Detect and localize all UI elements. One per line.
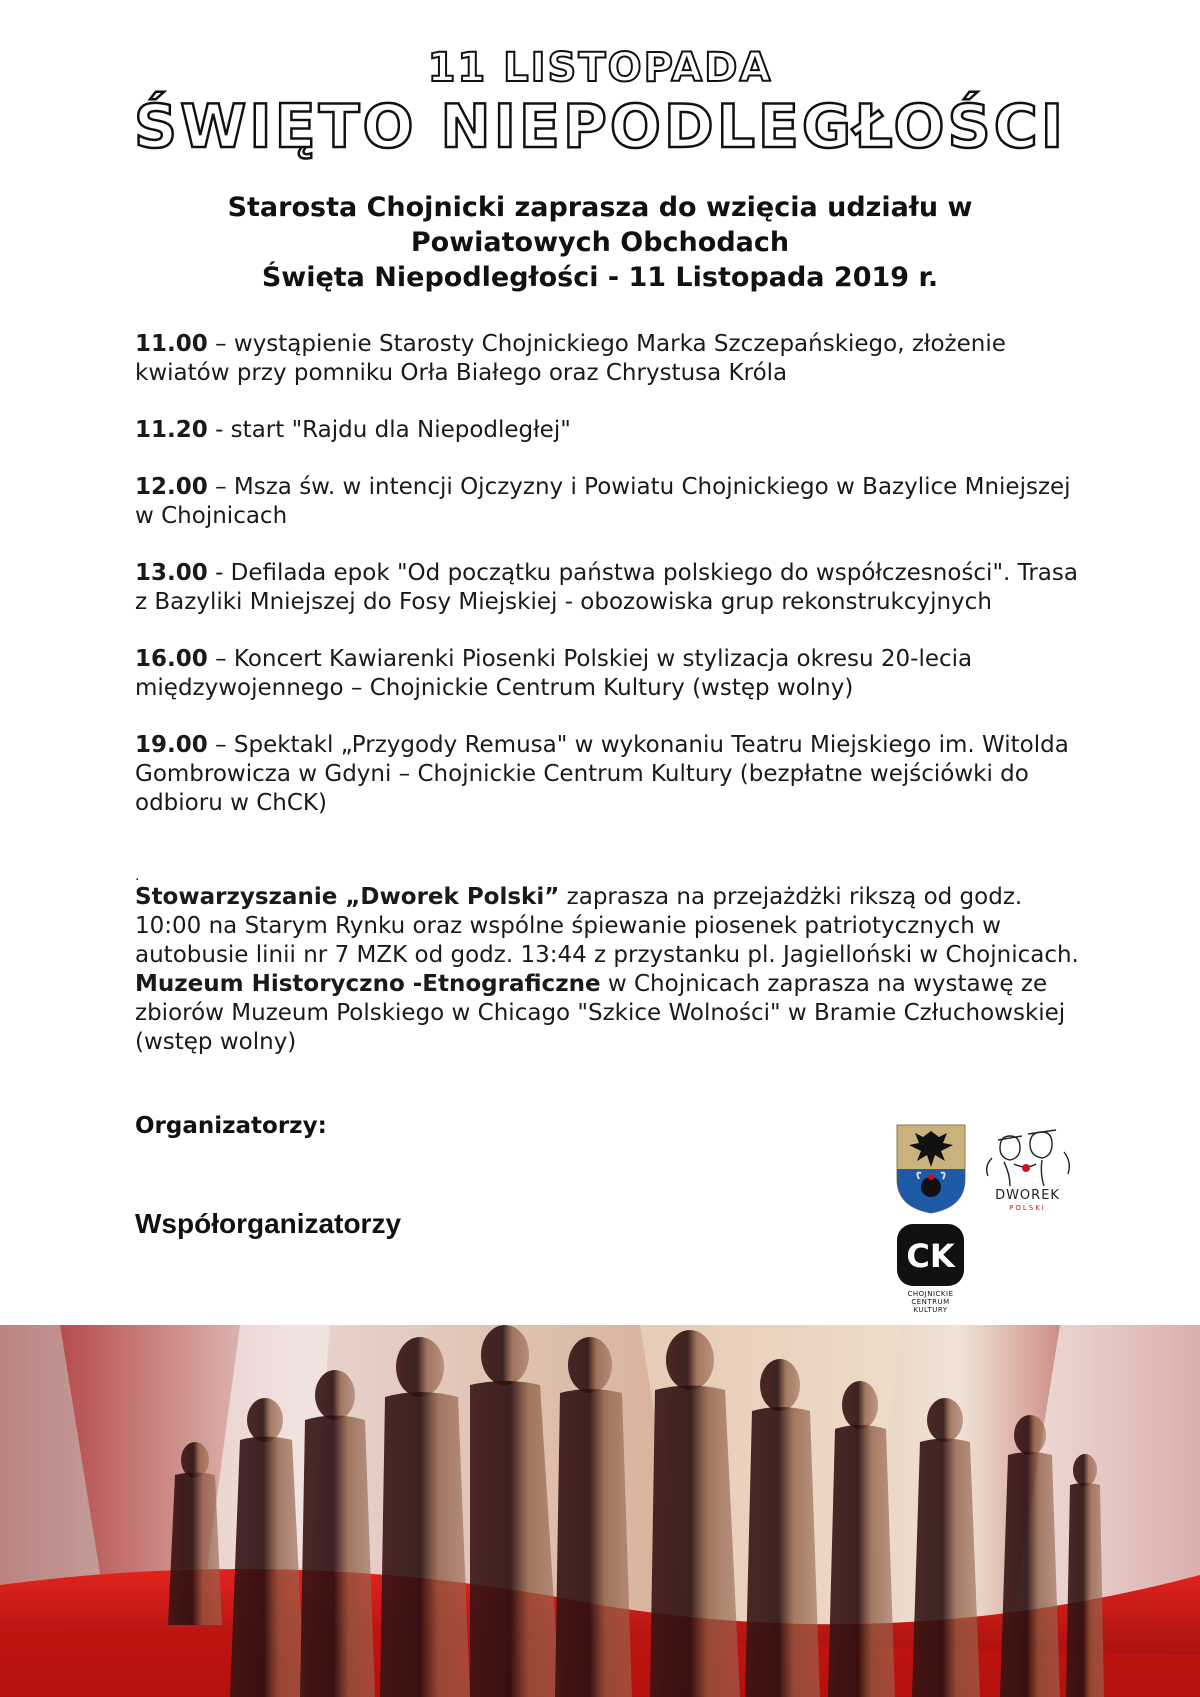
dworek-paragraph (135, 883, 1085, 970)
schedule-item (135, 559, 1085, 617)
schedule-time: 13.00 (135, 560, 208, 586)
schedule-text: – Spektakl „Przygody Remusa" w wykonaniu Teatru Miejskiego im. Witolda Gombrowicza w Gdyni – Chojnickie Centrum Kultury (bezpłatne wejściówki do odbioru w ChCK) (135, 732, 1069, 816)
schedule-time: 12.00 (135, 474, 208, 500)
organizers-label: Organizatorzy: (135, 1113, 327, 1139)
ck-mark: CK (906, 1237, 955, 1275)
invitation-line-3: Święta Niepodległości - 11 Listopada 2019 r. (261, 262, 939, 293)
header-title: ŚWIĘTO NIEPODLEGŁOŚCI (133, 92, 1067, 162)
dworek-name: Stowarzyszanie „Dworek Polski” (135, 884, 560, 910)
dworek-polski-logo-icon (980, 1118, 1075, 1213)
invitation-line-2: Powiatowych Obchodach (410, 227, 790, 258)
event-schedule (135, 330, 1085, 846)
muzeum-text: w Chojnicach zaprasza na wystawę ze zbiorów Muzeum Polskiego w Chicago "Szkice Wolności" w Bramie Człuchowskiej (wstęp wolny) (135, 971, 1066, 1055)
schedule-item (135, 473, 1085, 531)
coorganizers-label: Współorganizatorzy (135, 1208, 402, 1239)
schedule-time: 16.00 (135, 646, 208, 672)
poster-header (0, 44, 1200, 162)
schedule-item (135, 416, 1085, 445)
schedule-item (135, 645, 1085, 703)
schedule-text: - start "Rajdu dla Niepodległej" (207, 417, 571, 443)
header-date: 11 LISTOPADA (427, 45, 773, 91)
ck-line-2: CENTRUM (911, 1298, 950, 1306)
muzeum-paragraph (135, 970, 1085, 1057)
additional-events (135, 868, 1085, 1057)
schedule-time: 11.20 (135, 417, 208, 443)
schedule-text: – wystąpienie Starosty Chojnickiego Marka Szczepańskiego, złożenie kwiatów przy pomniku Orła Białego oraz Chrystusa Króla (135, 331, 1006, 386)
ck-line-1: CHOJNICKIE (907, 1290, 954, 1298)
schedule-text: – Koncert Kawiarenki Piosenki Polskiej w stylizacja okresu 20-lecia międzywojennego – Chojnickie Centrum Kultury (wstęp wolny) (135, 646, 973, 701)
ck-line-3: KULTURY (913, 1306, 948, 1314)
schedule-text: – Msza św. w intencji Ojczyzny i Powiatu Chojnickiego w Bazylice Mniejszej w Chojnicach (135, 474, 1071, 529)
schedule-item (135, 330, 1085, 388)
schedule-time: 19.00 (135, 732, 208, 758)
separator-dot: . (135, 868, 140, 884)
powiat-coat-of-arms-icon (895, 1123, 967, 1215)
dworek-logo-word: DWOREK (995, 1188, 1060, 1203)
invitation-line-1: Starosta Chojnicki zaprasza do wzięcia udziału w (227, 192, 973, 223)
dworek-text: zaprasza na przejażdżki rikszą od godz. 10:00 na Starym Rynku oraz wspólne śpiewanie piosenek patriotycznych w autobusie linii nr 7 MZK od godz. 13:44 z przystanku pl. Jagielloński w Chojnicach. (135, 884, 1079, 968)
dworek-logo-subword: POLSKI (1009, 1204, 1046, 1212)
muzeum-name: Muzeum Historyczno -Etnograficzne (135, 971, 601, 997)
chck-logo-icon (893, 1222, 968, 1314)
schedule-text: - Defilada epok "Od początku państwa polskiego do współczesności". Trasa z Bazyliki Mniejszej do Fosy Miejskiej - obozowiska grup rekonstrukcyjnych (135, 560, 1078, 615)
schedule-time: 11.00 (135, 331, 208, 357)
invitation-text (0, 190, 1200, 295)
schedule-item (135, 731, 1085, 818)
silhouette-banner-image (0, 1325, 1200, 1697)
